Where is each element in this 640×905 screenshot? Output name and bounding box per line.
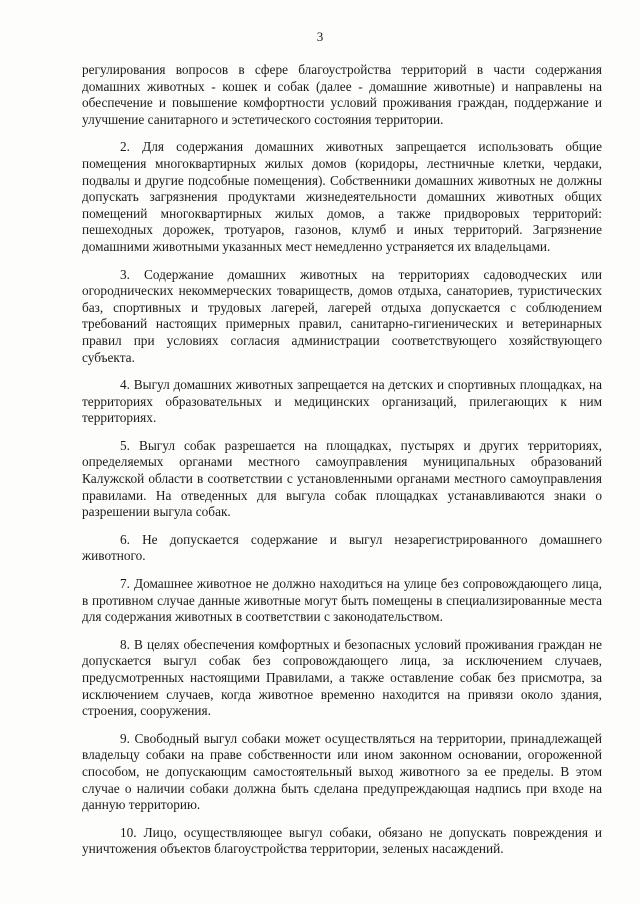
- paragraph-continuation: регулирования вопросов в сфере благоустройства территорий в части содержания домашних животных - кошек и собак (далее - домашние животные) и направлены на обеспечение и повышение комфортности условий проживания граждан, поддержание и улучшение санитарного и эстетического состояния территории.: [82, 62, 602, 127]
- paragraph-2: 2. Для содержания домашних животных запрещается использовать общие помещения многоквартирных жилых домов (коридоры, лестничные клетки, чердаки, подвалы и другие подсобные помещения). Собственники домашних животных не должны допускать загрязнения продуктами жизнедеятельности домашних животных общих помещений многоквартирных жилых домов, а также придворовых территорий: пешеходных дорожек, тротуаров, газонов, клумб и иных территорий. Загрязнение домашними животными указанных мест немедленно устраняется их владельцами.: [82, 139, 602, 254]
- page-number: 3: [316, 29, 324, 44]
- paragraph-3: 3. Содержание домашних животных на территориях садоводческих или огороднических некоммерческих товариществ, домов отдыха, санаториев, туристических баз, спортивных и трудовых лагерей, лагерей отдыха допускается с соблюдением требований настоящих примерных правил, санитарно-гигиенических и ветеринарных правил при условиях согласия администрации соответствующего хозяйствующего субъекта.: [82, 266, 602, 365]
- paragraph-10: 10. Лицо, осуществляющее выгул собаки, обязано не допускать повреждения и уничтожения объектов благоустройства территории, зеленых насаждений.: [82, 824, 602, 857]
- paragraph-4: 4. Выгул домашних животных запрещается на детских и спортивных площадках, на территориях образовательных и медицинских организаций, прилегающих к ним территориях.: [82, 377, 602, 426]
- paragraph-8: 8. В целях обеспечения комфортных и безопасных условий проживания граждан не допускается выгул собак без сопровождающего лица, за исключением случаев, предусмотренных настоящими Правилами, а также оставление собак без присмотра, за исключением случаев, когда животное временно находится на привязи около здания, строения, сооружения.: [82, 636, 602, 719]
- paragraph-5: 5. Выгул собак разрешается на площадках, пустырях и других территориях, определяемых органами местного самоуправления муниципальных образований Калужской области в соответствии с установленными органами местного самоуправления правилами. На отведенных для выгула собак площадках устанавливаются знаки о разрешении выгула собак.: [82, 437, 602, 520]
- paragraph-9: 9. Свободный выгул собаки может осуществляться на территории, принадлежащей владельцу собаки на праве собственности или ином законном основании, огороженной способом, не допускающим самостоятельный выход животного за ее пределы. В этом случае о наличии собаки должна быть сделана предупреждающая надпись при входе на данную территорию.: [82, 730, 602, 813]
- paragraph-7: 7. Домашнее животное не должно находиться на улице без сопровождающего лица, в противном случае данные животные могут быть помещены в специализированные места для содержания животных в соответствии с законодательством.: [82, 576, 602, 625]
- paragraph-6: 6. Не допускается содержание и выгул незарегистрированного домашнего животного.: [82, 531, 602, 564]
- document-body: [82, 62, 602, 869]
